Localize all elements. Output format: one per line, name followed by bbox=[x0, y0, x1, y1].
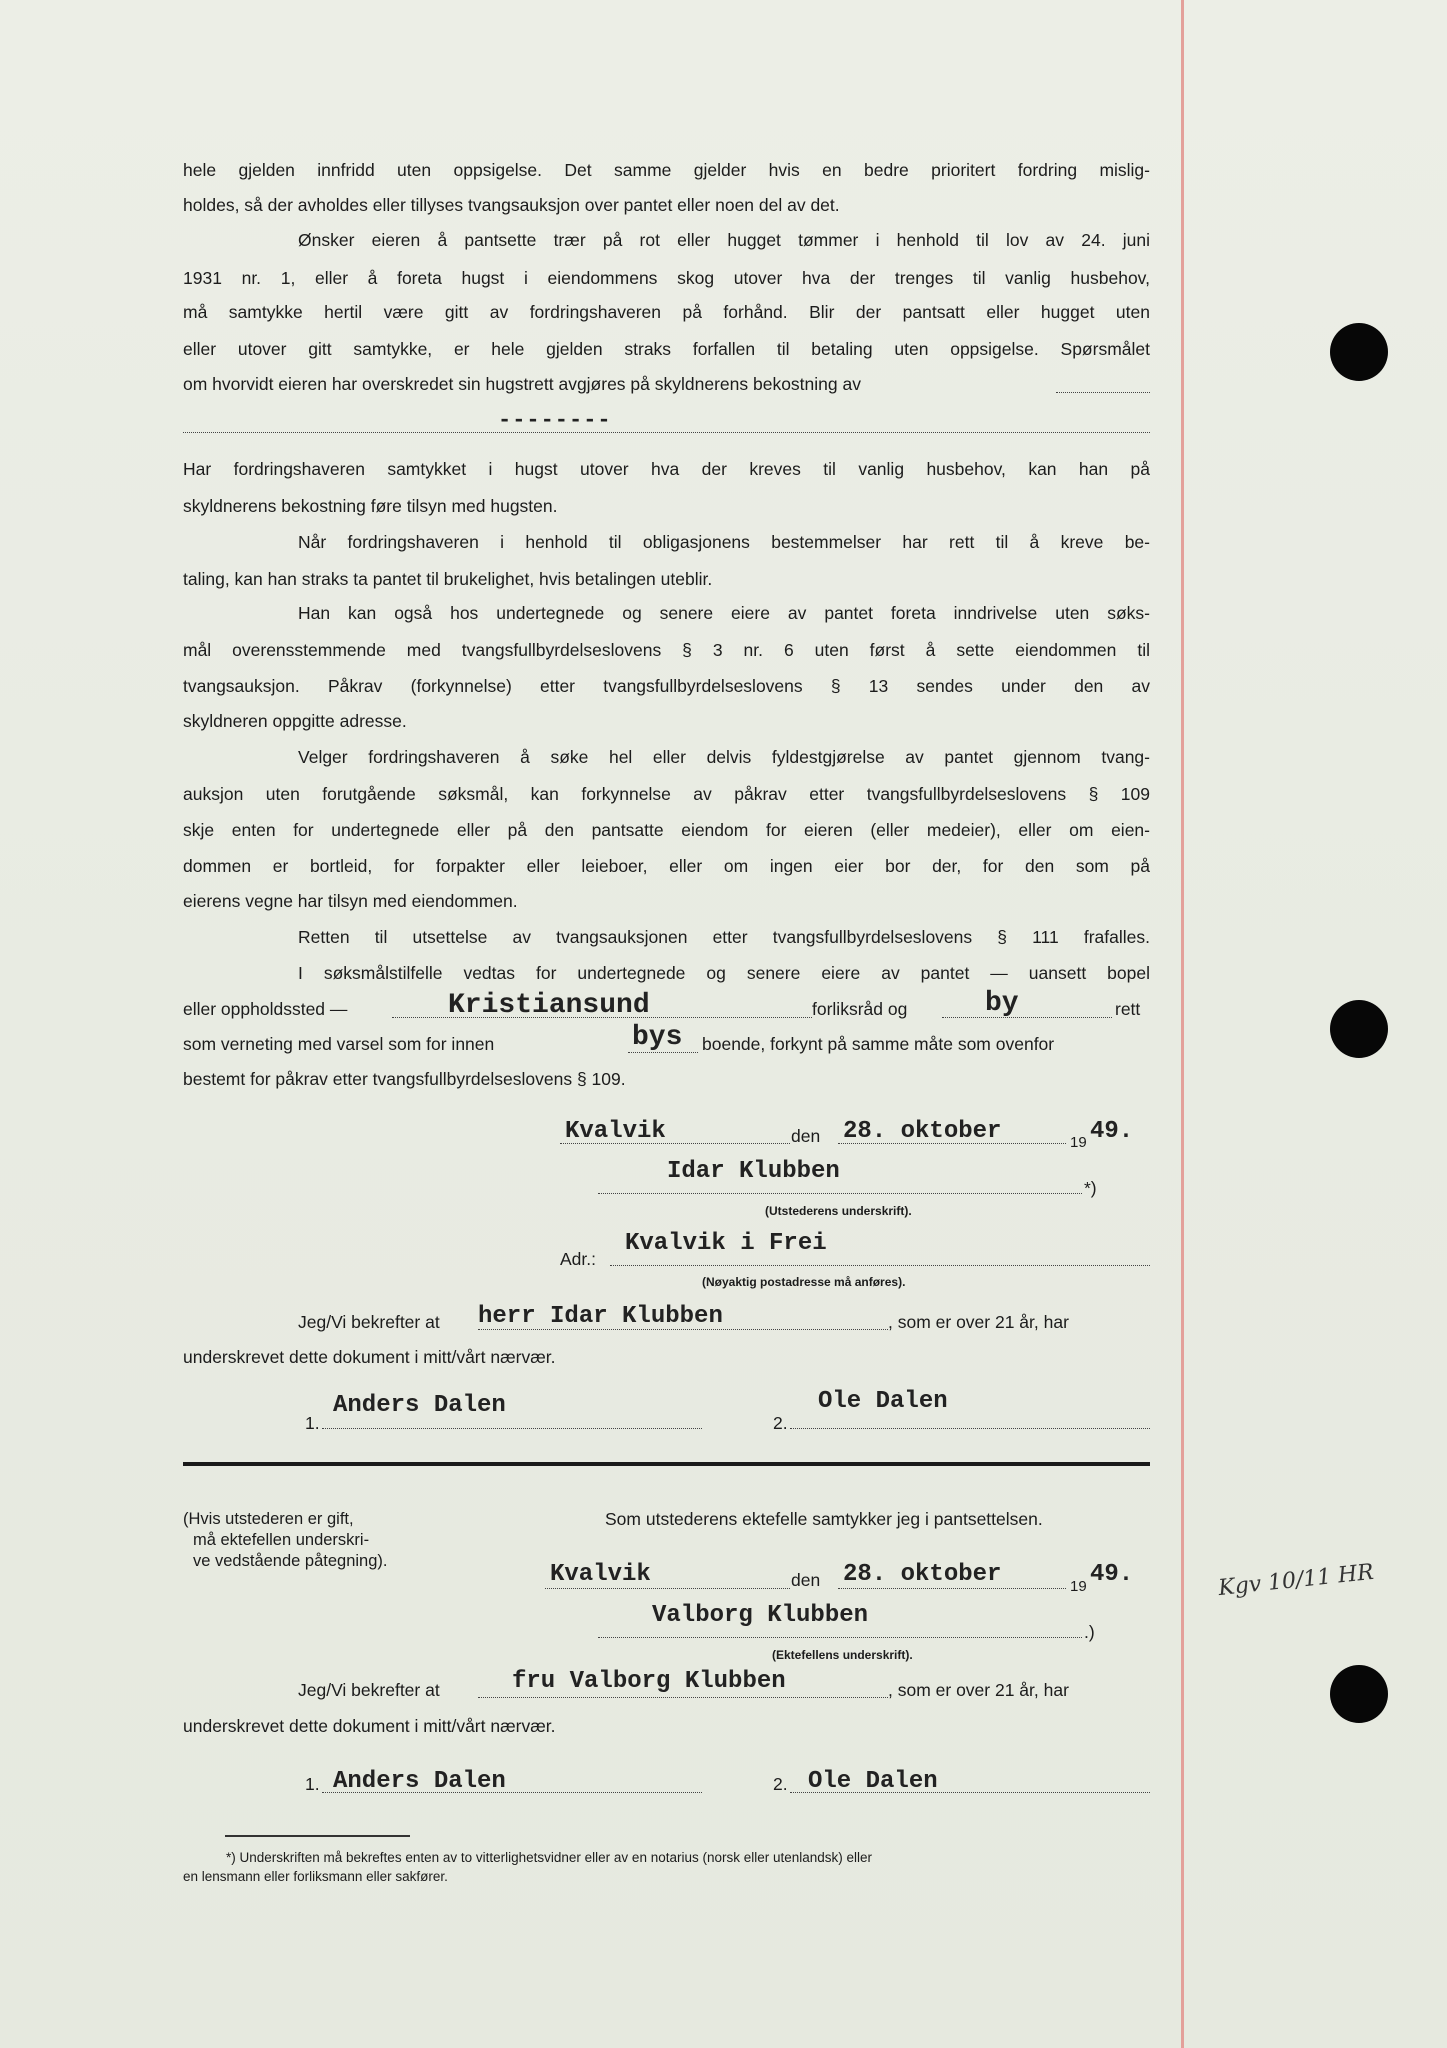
typed-dash: -------- bbox=[498, 408, 612, 433]
text-line: holdes, så der avholdes eller tillyses tvangsauksjon over pantet eller noen del av det. bbox=[183, 195, 840, 215]
den-label: den bbox=[791, 1126, 821, 1146]
den-label: den bbox=[791, 1570, 821, 1590]
witness-number: 2. bbox=[773, 1413, 788, 1433]
text-line: bestemt for påkrav etter tvangsfullbyrdelseslovens § 109. bbox=[183, 1069, 626, 1089]
typed-signer: Idar Klubben bbox=[667, 1158, 840, 1185]
fill-in-line bbox=[1056, 392, 1150, 393]
fill-in-line bbox=[838, 1588, 1066, 1589]
text-line: Når fordringshaveren i henhold til obligasjonens bestemmelser har rett til å kreve be- bbox=[298, 532, 1150, 552]
text-line: taling, kan han straks ta pantet til brukelighet, hvis betalingen uteblir. bbox=[183, 569, 713, 589]
typed-date: 28. oktober bbox=[843, 1561, 1002, 1588]
footnote-marker: .) bbox=[1084, 1622, 1095, 1642]
text-line: tvangsauksjon. Påkrav (forkynnelse) etter tvangsfullbyrdelseslovens § 13 sendes under den av bbox=[183, 676, 1150, 696]
handwritten-note: Kgv 10/11 HR bbox=[1217, 1559, 1375, 1602]
witness-number: 1. bbox=[305, 1774, 320, 1794]
text-line: skyldnerens bekostning føre tilsyn med hugsten. bbox=[183, 496, 558, 516]
text-line: Retten til utsettelse av tvangsauksjonen etter tvangsfullbyrdelseslovens § 111 frafalles. bbox=[298, 927, 1150, 947]
spouse-note-line: må ektefellen underskri- bbox=[193, 1531, 370, 1549]
typed-principal: herr Idar Klubben bbox=[478, 1303, 723, 1330]
text-line: 1931 nr. 1, eller å foreta hugst i eiendommens skog utover hva der trenges til vanlig husbehov, bbox=[183, 268, 1150, 288]
address-label: Adr.: bbox=[560, 1249, 596, 1269]
text-line: Ønsker eieren å pantsette trær på rot eller hugget tømmer i henhold til lov av 24. juni bbox=[298, 230, 1150, 250]
text-line: Har fordringshaveren samtykket i hugst utover hva der kreves til vanlig husbehov, kan han på bbox=[183, 459, 1150, 479]
spouse-note bbox=[183, 1509, 387, 1572]
typed-year: 49. bbox=[1090, 1561, 1134, 1588]
signature-caption: (Utstederens underskrift). bbox=[765, 1204, 912, 1218]
section-divider bbox=[183, 1462, 1150, 1466]
typed-witness: Ole Dalen bbox=[818, 1388, 948, 1415]
fill-in-line bbox=[942, 1017, 1112, 1018]
text-line: hele gjelden innfridd uten oppsigelse. Det samme gjelder hvis en bedre prioritert fordring mislig- bbox=[183, 160, 1150, 180]
text-line: skyldneren oppgitte adresse. bbox=[183, 711, 407, 731]
fill-in-line bbox=[545, 1588, 790, 1589]
text-line: auksjon uten forutgående søksmål, kan forkynnelse av påkrav etter tvangsfullbyrdelseslovens § 109 bbox=[183, 784, 1150, 804]
witness-number: 1. bbox=[305, 1413, 320, 1433]
text-line: må samtykke hertil være gitt av fordringshaveren på forhånd. Blir der pantsatt eller hugget uten bbox=[183, 302, 1150, 322]
text-fragment: som verneting med varsel som for innen bbox=[183, 1034, 495, 1054]
signature-line bbox=[598, 1193, 1082, 1194]
text-line: mål overensstemmende med tvangsfullbyrdelseslovens § 3 nr. 6 uten først å sette eiendommen til bbox=[183, 640, 1150, 660]
text-line: eller utover gitt samtykke, er hele gjelden straks forfallen til betaling uten oppsigelse. Spørsmålet bbox=[183, 339, 1150, 359]
typed-witness: Ole Dalen bbox=[808, 1768, 938, 1795]
punch-hole-top bbox=[1330, 323, 1388, 381]
typed-signer: Valborg Klubben bbox=[652, 1602, 869, 1629]
typed-year: 49. bbox=[1090, 1118, 1134, 1145]
witness-line bbox=[790, 1428, 1150, 1429]
typed-place: Kvalvik bbox=[565, 1118, 666, 1145]
witness-number: 2. bbox=[773, 1774, 788, 1794]
fill-in-line bbox=[610, 1265, 1150, 1266]
typed-date: 28. oktober bbox=[843, 1118, 1002, 1145]
year-prefix: 19 bbox=[1070, 1578, 1087, 1595]
witness-line bbox=[322, 1428, 702, 1429]
spouse-note-line: ve vedstående påtegning). bbox=[193, 1552, 388, 1570]
text-fragment: rett bbox=[1115, 999, 1141, 1019]
typed-place: Kvalvik bbox=[550, 1561, 651, 1588]
text-fragment: forliksråd og bbox=[812, 999, 908, 1019]
address-caption: (Nøyaktig postadresse må anføres). bbox=[702, 1275, 906, 1289]
typed-address: Kvalvik i Frei bbox=[625, 1230, 827, 1257]
witness-rest: , som er over 21 år, har bbox=[888, 1312, 1069, 1332]
footnote-line: *) Underskriften må bekreftes enten av to vitterlighetsvidner eller av en notarius (norsk eller utenlandsk) eller bbox=[226, 1850, 873, 1865]
text-line: Velger fordringshaveren å søke hel eller delvis fyldestgjørelse av pantet gjennom tvang- bbox=[298, 747, 1150, 767]
fill-in-line bbox=[183, 432, 1150, 433]
typed-city: Kristiansund bbox=[448, 990, 650, 1021]
text-line: underskrevet dette dokument i mitt/vårt nærvær. bbox=[183, 1716, 556, 1736]
text-line: I søksmålstilfelle vedtas for undertegnede og senere eiere av pantet — uansett bopel bbox=[298, 963, 1150, 983]
typed-witness: Anders Dalen bbox=[333, 1768, 506, 1795]
typed-by: by bbox=[985, 988, 1019, 1019]
text-line: Han kan også hos undertegnede og senere eiere av pantet foreta inndrivelse uten søks- bbox=[298, 603, 1150, 623]
footnote-line: en lensmann eller forliksmann eller sakfører. bbox=[183, 1869, 448, 1884]
text-line: eierens vegne har tilsyn med eiendommen. bbox=[183, 891, 518, 911]
text-line: dommen er bortleid, for forpakter eller leieboer, eller om ingen eier bor der, for den som på bbox=[183, 856, 1150, 876]
text-line: om hvorvidt eieren har overskredet sin hugstrett avgjøres på skyldnerens bekostning av bbox=[183, 374, 861, 394]
footnote-rule bbox=[225, 1835, 410, 1837]
witness-rest: , som er over 21 år, har bbox=[888, 1680, 1069, 1700]
typed-witness: Anders Dalen bbox=[333, 1392, 506, 1419]
year-prefix: 19 bbox=[1070, 1134, 1087, 1151]
margin-rule bbox=[1181, 0, 1184, 2048]
punch-hole-bottom bbox=[1330, 1665, 1388, 1723]
spouse-consent: Som utstederens ektefelle samtykker jeg i pantsettelsen. bbox=[605, 1509, 1043, 1529]
punch-hole-middle bbox=[1330, 1000, 1388, 1058]
fill-in-line bbox=[478, 1697, 888, 1698]
witness-intro: Jeg/Vi bekrefter at bbox=[298, 1312, 440, 1332]
footnote-marker: *) bbox=[1084, 1178, 1097, 1198]
signature-line bbox=[598, 1637, 1082, 1638]
text-fragment: boende, forkynt på samme måte som ovenfor bbox=[702, 1034, 1055, 1054]
text-line: skje enten for undertegnede eller på den pantsatte eiendom for eieren (eller medeier), eller om eien- bbox=[183, 820, 1150, 840]
typed-principal: fru Valborg Klubben bbox=[512, 1668, 786, 1695]
typed-bys: bys bbox=[632, 1022, 683, 1053]
signature-caption: (Ektefellens underskrift). bbox=[772, 1648, 913, 1662]
witness-intro: Jeg/Vi bekrefter at bbox=[298, 1680, 440, 1700]
text-line: underskrevet dette dokument i mitt/vårt nærvær. bbox=[183, 1347, 556, 1367]
text-fragment: eller oppholdssted — bbox=[183, 999, 348, 1019]
spouse-note-line: (Hvis utstederen er gift, bbox=[183, 1510, 354, 1528]
footnote bbox=[183, 1848, 1150, 1886]
